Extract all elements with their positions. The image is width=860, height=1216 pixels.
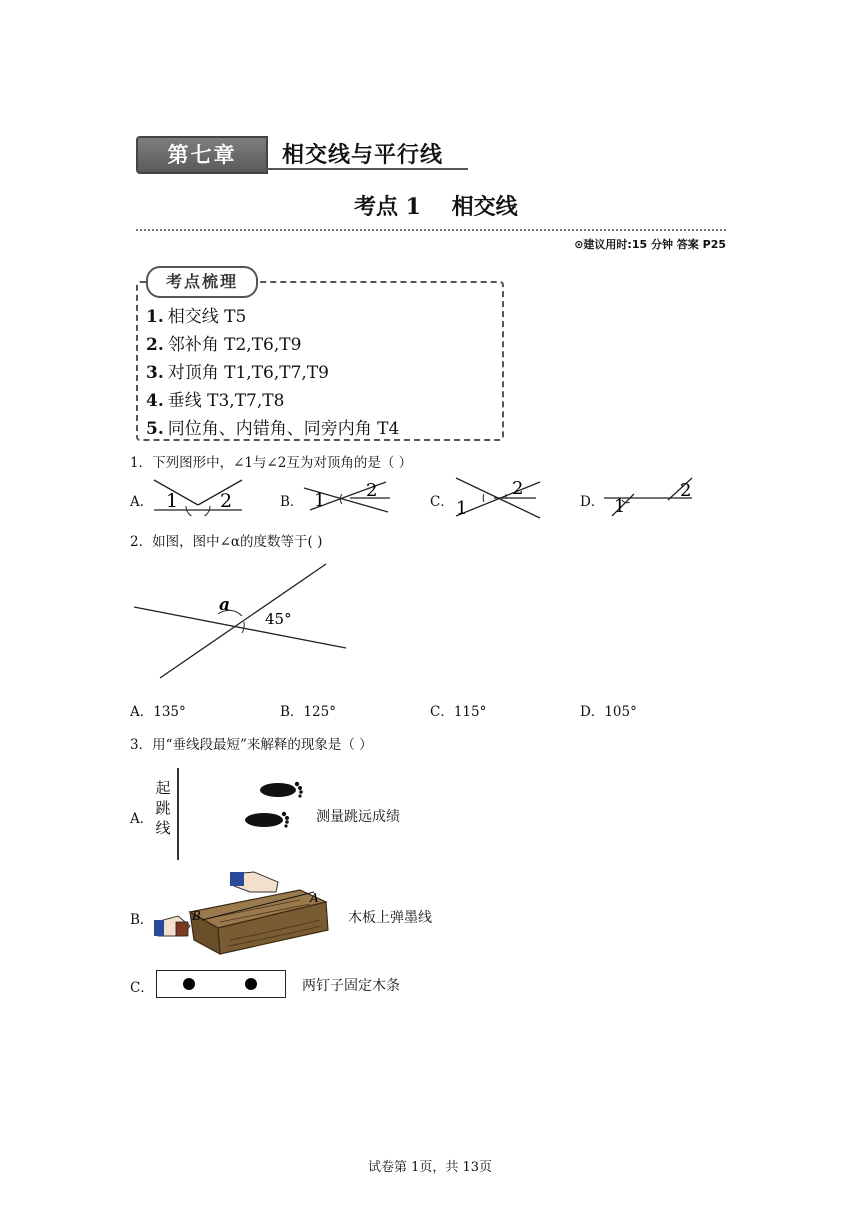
q1-option-c-letter[interactable]: C． <box>430 494 454 510</box>
divider <box>136 229 726 231</box>
chapter-tab: 第七章 <box>136 136 268 174</box>
review-item: 5. 同位角、内错角、同旁内角 T4 <box>146 419 400 439</box>
question-1-stem: 1．下列图形中，∠1与∠2互为对顶角的是（ ） <box>130 455 413 471</box>
point-b-label: B <box>192 909 201 923</box>
time-note: ⊙建议用时:15 分钟 答案 P25 <box>574 238 726 251</box>
angle-2-label: 2 <box>366 480 378 501</box>
review-label: 考点梳理 <box>146 266 258 298</box>
q1-figure-a <box>150 476 250 516</box>
review-item: 2. 邻补角 T2,T6,T9 <box>146 335 302 355</box>
angle-2-label: 2 <box>220 490 233 512</box>
angle-45-label: 45° <box>265 610 292 628</box>
point-a-label: A <box>310 891 319 905</box>
q2-option-a[interactable]: A．135° <box>130 704 186 720</box>
nail-icon <box>183 978 195 990</box>
angle-1-label: 1 <box>314 490 326 511</box>
angle-2-label: 2 <box>680 480 692 501</box>
takeoff-line <box>177 768 179 860</box>
question-2-stem: 2．如图，图中∠α的度数等于( ) <box>130 534 323 550</box>
q1-option-b-letter[interactable]: B． <box>280 494 304 510</box>
chapter-underline <box>264 168 468 170</box>
q1-option-d-letter[interactable]: D． <box>580 494 605 510</box>
angle-1-label: 1 <box>166 490 179 512</box>
page-footer: 试卷第 1页，共 13页 <box>367 1160 493 1175</box>
review-item: 3. 对顶角 T1,T6,T7,T9 <box>146 363 329 383</box>
alpha-label: a <box>219 595 231 615</box>
q1-figure-c <box>450 472 550 520</box>
q1-option-a-letter[interactable]: A． <box>130 494 154 510</box>
q3-option-b-caption: 木板上弹墨线 <box>348 910 432 926</box>
q1-figure-d <box>600 474 700 518</box>
board-chalk-line-illustration <box>150 870 336 960</box>
wood-strip <box>156 970 286 998</box>
angle-1-label: 1 <box>614 496 626 517</box>
angle-2-label: 2 <box>512 478 524 499</box>
footprints-icon <box>240 780 306 834</box>
q3-option-c-caption: 两钉子固定木条 <box>302 978 400 994</box>
q1-figure-b <box>300 476 400 516</box>
q2-figure <box>130 556 360 686</box>
q2-option-d[interactable]: D．105° <box>580 704 637 720</box>
chapter-title: 相交线与平行线 <box>282 143 444 168</box>
takeoff-line-label: 起 跳 线 <box>155 779 171 837</box>
q3-option-b-letter[interactable]: B． <box>130 912 154 928</box>
review-item: 1. 相交线 T5 <box>146 307 247 327</box>
q3-option-c-letter[interactable]: C． <box>130 980 154 996</box>
q3-option-a-letter[interactable]: A． <box>130 811 154 827</box>
q2-option-c[interactable]: C．115° <box>430 704 487 720</box>
q3-option-a-caption: 测量跳远成绩 <box>316 809 400 825</box>
angle-1-label: 1 <box>456 498 468 519</box>
section-title: 考点 1 相交线 <box>354 194 518 220</box>
q2-option-b[interactable]: B．125° <box>280 704 336 720</box>
review-item: 4. 垂线 T3,T7,T8 <box>146 391 285 411</box>
nail-icon <box>245 978 257 990</box>
question-3-stem: 3．用“垂线段最短”来解释的现象是（ ） <box>130 737 373 753</box>
